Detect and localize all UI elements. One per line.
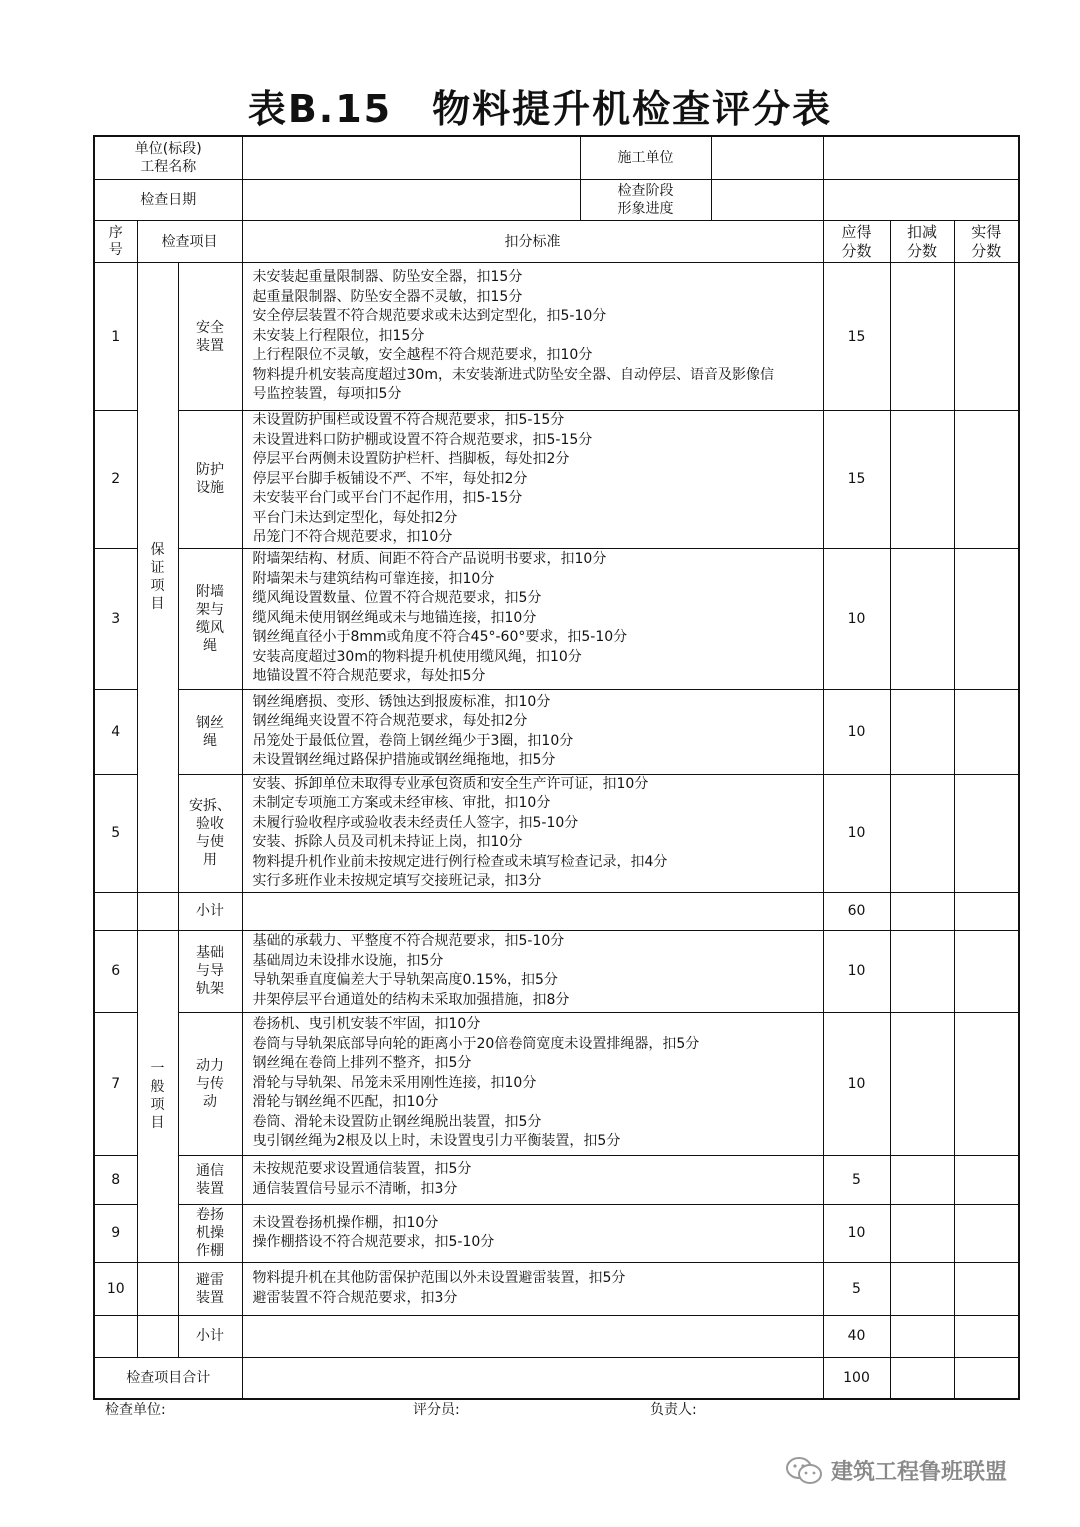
standard-line: 卷筒、滑轮未设置防止钢丝绳脱出装置，扣5分: [252, 1113, 542, 1130]
table-row: [94, 774, 1019, 892]
unit-project-field[interactable]: [243, 137, 581, 179]
page-title: 表B.15 物料提升机检查评分表: [247, 87, 833, 131]
standard-line: 滑轮与钢丝绳不匹配，扣10分: [252, 1094, 439, 1111]
row-should-score: 15: [823, 263, 890, 411]
row-should-score: 10: [823, 689, 890, 774]
col-should-score: 应得 分数: [823, 221, 890, 263]
row-item-name: 动力 与传 动: [178, 1012, 242, 1155]
standard-line: 基础的承载力、平整度不符合规范要求，扣5-10分: [252, 933, 565, 949]
standard-line: 钢丝绳绳夹设置不符合规范要求，每处扣2分: [252, 713, 528, 729]
standard-line: 滑轮与导轨架、吊笼未采用刚性连接，扣10分: [252, 1074, 537, 1091]
standard-line: 缆风绳设置数量、位置不符合规范要求，扣5分: [252, 590, 542, 607]
col-deduct-score: 扣减 分数: [890, 221, 954, 263]
row-item-name: 安拆、 验收 与使 用: [178, 774, 242, 892]
standard-line: 缆风绳未使用钢丝绳或未与地锚连接，扣10分: [252, 609, 537, 626]
standard-line: 平台门未达到定型化，每处扣2分: [252, 509, 458, 526]
subtotal-deduct[interactable]: [890, 1315, 954, 1357]
standard-line: 避雷装置不符合规范要求，扣3分: [252, 1289, 458, 1306]
row-standards: [242, 689, 823, 774]
standard-line: 吊笼门不符合规范要求，扣10分: [252, 529, 453, 545]
row-actual-score[interactable]: [954, 689, 1019, 774]
row-standards: [242, 930, 823, 1012]
contractor-field-part[interactable]: [712, 137, 823, 179]
standard-line: 未安装起重量限制器、防坠安全器，扣15分: [252, 269, 523, 286]
stage-field[interactable]: [823, 180, 1019, 221]
standard-line: 实行多班作业未按规定填写交接班记录，扣3分: [252, 873, 542, 889]
row-deduct-score[interactable]: [890, 548, 954, 689]
standard-line: 未履行验收程序或验收表未经责任人签字，扣5-10分: [252, 814, 579, 831]
watermark-text: 建筑工程鲁班联盟: [831, 1460, 1008, 1485]
row-standards: [242, 263, 823, 411]
standard-line: 停层平台两侧未设置防护栏杆、挡脚板，每处扣2分: [252, 451, 570, 467]
row-number: 3: [94, 548, 137, 689]
standard-line: 导轨架垂直度偏差大于导轨架高度0.15%，扣5分: [252, 972, 558, 988]
row-standards: [242, 548, 823, 689]
row-actual-score[interactable]: [954, 1204, 1019, 1262]
row-standards: [242, 411, 823, 549]
group-general: 一 般 项 目: [137, 930, 178, 1262]
row-deduct-score[interactable]: [890, 263, 954, 411]
row-standards: [242, 774, 823, 892]
subtotal-label: 小计: [178, 892, 242, 930]
table-row: [94, 1012, 1019, 1155]
subtotal-guarantee-score: 60: [823, 892, 890, 930]
footer-scorer: 评分员:: [413, 1402, 460, 1418]
standard-line: 安装、拆除人员及司机未持证上岗，扣10分: [252, 834, 523, 850]
row-number: 1: [94, 263, 137, 411]
row-number: 5: [94, 774, 137, 892]
stage-label: 检查阶段 形象进度: [581, 180, 712, 220]
row-actual-score[interactable]: [954, 1155, 1019, 1204]
table-row: [94, 892, 1019, 930]
standard-line: 未设置进料口防护棚或设置不符合规范要求，扣5-15分: [252, 431, 593, 448]
standard-line: 钢丝绳直径小于8mm或角度不符合45°-60°要求，扣5-10分: [252, 629, 628, 646]
row-item-name: 附墙 架与 缆风 绳: [178, 548, 242, 689]
subtotal-deduct[interactable]: [890, 892, 954, 930]
row-item-name: 防护 设施: [178, 411, 242, 549]
row-deduct-score[interactable]: [890, 1204, 954, 1262]
total-standards-blank: [242, 1357, 823, 1399]
group-blank: [137, 1262, 178, 1315]
row-should-score: 10: [823, 774, 890, 892]
subtotal-standards-blank: [242, 1315, 823, 1357]
total-score: 100: [823, 1357, 890, 1399]
standard-line: 物料提升机作业前未按规定进行例行检查或未填写检查记录，扣4分: [252, 853, 668, 870]
check-date-label: 检查日期: [94, 180, 242, 221]
standard-line: 未按规范要求设置通信装置，扣5分: [252, 1161, 472, 1177]
inspection-table: [93, 135, 1020, 1400]
row-number: 7: [94, 1012, 137, 1155]
table-row: [94, 1315, 1019, 1357]
row-actual-score[interactable]: [954, 548, 1019, 689]
standard-line: 吊笼处于最低位置，卷筒上钢丝绳少于3圈，扣10分: [252, 732, 574, 749]
standard-line: 号监控装置，每项扣5分: [252, 386, 402, 403]
standard-line: 卷扬机、曳引机安装不牢固，扣10分: [252, 1016, 481, 1033]
standard-line: 起重量限制器、防坠安全器不灵敏，扣15分: [252, 288, 523, 305]
row-deduct-score[interactable]: [890, 411, 954, 549]
row-item-name: 避雷 装置: [178, 1262, 242, 1315]
standard-line: 未设置防护围栏或设置不符合规范要求，扣5-15分: [252, 412, 565, 428]
watermark: [785, 1455, 1007, 1486]
row-item-name: 钢丝 绳: [178, 689, 242, 774]
standard-line: 上行程限位不灵敏，安全越程不符合规范要求，扣10分: [252, 347, 593, 364]
standard-line: 井架停层平台通道处的结构未采取加强措施，扣8分: [252, 991, 570, 1008]
subtotal-standards-blank: [242, 892, 823, 930]
row-should-score: 10: [823, 548, 890, 689]
footer-inspect-unit: 检查单位:: [105, 1402, 166, 1418]
row-deduct-score[interactable]: [890, 689, 954, 774]
standard-line: 附墙架未与建筑结构可靠连接，扣10分: [252, 570, 495, 587]
total-actual[interactable]: [954, 1357, 1019, 1399]
row-number: 9: [94, 1204, 137, 1262]
col-standard: 扣分标准: [242, 221, 823, 263]
unit-project-label: 单位(标段) 工程名称: [94, 136, 242, 180]
standard-line: 未制定专项施工方案或未经审核、审批，扣10分: [252, 795, 551, 811]
standard-line: 物料提升机在其他防雷保护范围以外未设置避雷装置，扣5分: [252, 1270, 626, 1286]
standard-line: 钢丝绳在卷筒上排列不整齐，扣5分: [252, 1055, 472, 1072]
group-guarantee: 保 证 项 目: [137, 263, 178, 893]
standard-line: 安全停层装置不符合规范要求或未达到定型化，扣5-10分: [252, 308, 607, 325]
row-number: 10: [94, 1262, 137, 1315]
row-deduct-score[interactable]: [890, 1262, 954, 1315]
row-number: 8: [94, 1155, 137, 1204]
table-row: [94, 1357, 1019, 1399]
col-item: 检查项目: [137, 221, 242, 263]
standard-line: 卷筒与导轨架底部导向轮的距离小于20倍卷筒宽度未设置排绳器，扣5分: [252, 1035, 700, 1052]
standard-line: 未设置卷扬机操作棚，扣10分: [252, 1214, 439, 1231]
row-standards: [242, 1262, 823, 1315]
subtotal-label: 小计: [178, 1315, 242, 1357]
row-deduct-score[interactable]: [890, 774, 954, 892]
row-deduct-score[interactable]: [890, 930, 954, 1012]
total-deduct[interactable]: [890, 1357, 954, 1399]
row-item-name: 卷扬 机操 作棚: [178, 1204, 242, 1262]
contractor-label: 施工单位: [581, 137, 712, 179]
subtotal-blank: [94, 892, 137, 930]
standard-line: 曳引钢丝绳为2根及以上时，未设置曳引力平衡装置，扣5分: [252, 1133, 621, 1150]
subtotal-actual[interactable]: [954, 1315, 1019, 1357]
standard-line: 停层平台脚手板铺设不严、不牢，每处扣2分: [252, 470, 528, 487]
table-row: [94, 930, 1019, 1012]
standard-line: 操作棚搭设不符合规范要求，扣5-10分: [252, 1234, 495, 1250]
row-actual-score[interactable]: [954, 930, 1019, 1012]
standard-line: 基础周边未设排水设施，扣5分: [252, 952, 444, 969]
row-actual-score[interactable]: [954, 1262, 1019, 1315]
row-should-score: 10: [823, 1012, 890, 1155]
stage-field-part[interactable]: [712, 180, 823, 220]
table-row: [94, 263, 1019, 411]
subtotal-blank: [94, 1315, 137, 1357]
row-actual-score[interactable]: [954, 263, 1019, 411]
standard-line: 地锚设置不符合规范要求，每处扣5分: [252, 668, 486, 685]
col-seq: 序 号: [94, 221, 137, 263]
row-item-name: 基础 与导 轨架: [178, 930, 242, 1012]
subtotal-blank: [137, 892, 178, 930]
standard-line: 未安装平台门或平台门不起作用，扣5-15分: [252, 490, 523, 506]
row-actual-score[interactable]: [954, 1012, 1019, 1155]
standard-line: 未设置钢丝绳过路保护措施或钢丝绳拖地，扣5分: [252, 752, 556, 768]
table-row: [94, 411, 1019, 549]
row-number: 6: [94, 930, 137, 1012]
row-number: 4: [94, 689, 137, 774]
row-actual-score[interactable]: [954, 411, 1019, 549]
subtotal-actual[interactable]: [954, 892, 1019, 930]
wechat-icon: [785, 1456, 823, 1486]
check-date-field[interactable]: [243, 180, 581, 220]
row-number: 2: [94, 411, 137, 549]
table-row: [94, 1262, 1019, 1315]
table-row: [94, 689, 1019, 774]
standard-line: 附墙架结构、材质、间距不符合产品说明书要求，扣10分: [252, 551, 607, 568]
subtotal-general-score: 40: [823, 1315, 890, 1357]
row-standards: [242, 1204, 823, 1262]
row-should-score: 10: [823, 1204, 890, 1262]
row-should-score: 15: [823, 411, 890, 549]
col-actual-score: 实得 分数: [954, 221, 1019, 263]
row-should-score: 10: [823, 930, 890, 1012]
row-deduct-score[interactable]: [890, 1012, 954, 1155]
row-deduct-score[interactable]: [890, 1155, 954, 1204]
table-row: [94, 1155, 1019, 1204]
standard-line: 未安装上行程限位，扣15分: [252, 327, 425, 344]
row-standards: [242, 1155, 823, 1204]
standard-line: 安装、拆卸单位未取得专业承包资质和安全生产许可证，扣10分: [252, 775, 649, 792]
total-label: 检查项目合计: [94, 1357, 242, 1399]
contractor-field[interactable]: [823, 136, 1019, 180]
standard-line: 通信装置信号显示不清晰，扣3分: [252, 1180, 458, 1197]
row-should-score: 5: [823, 1262, 890, 1315]
row-item-name: 通信 装置: [178, 1155, 242, 1204]
row-actual-score[interactable]: [954, 774, 1019, 892]
standard-line: 钢丝绳磨损、变形、锈蚀达到报废标准，扣10分: [252, 693, 551, 710]
standard-line: 安装高度超过30m的物料提升机使用缆风绳，扣10分: [252, 648, 582, 665]
table-row: [94, 548, 1019, 689]
table-row: [94, 1204, 1019, 1262]
standard-line: 物料提升机安装高度超过30m，未安装渐进式防坠安全器、自动停层、语音及影像信: [252, 366, 774, 383]
footer-person-in-charge: 负责人:: [650, 1402, 697, 1418]
row-should-score: 5: [823, 1155, 890, 1204]
row-item-name: 安全 装置: [178, 263, 242, 411]
subtotal-blank: [137, 1315, 178, 1357]
row-standards: [242, 1012, 823, 1155]
